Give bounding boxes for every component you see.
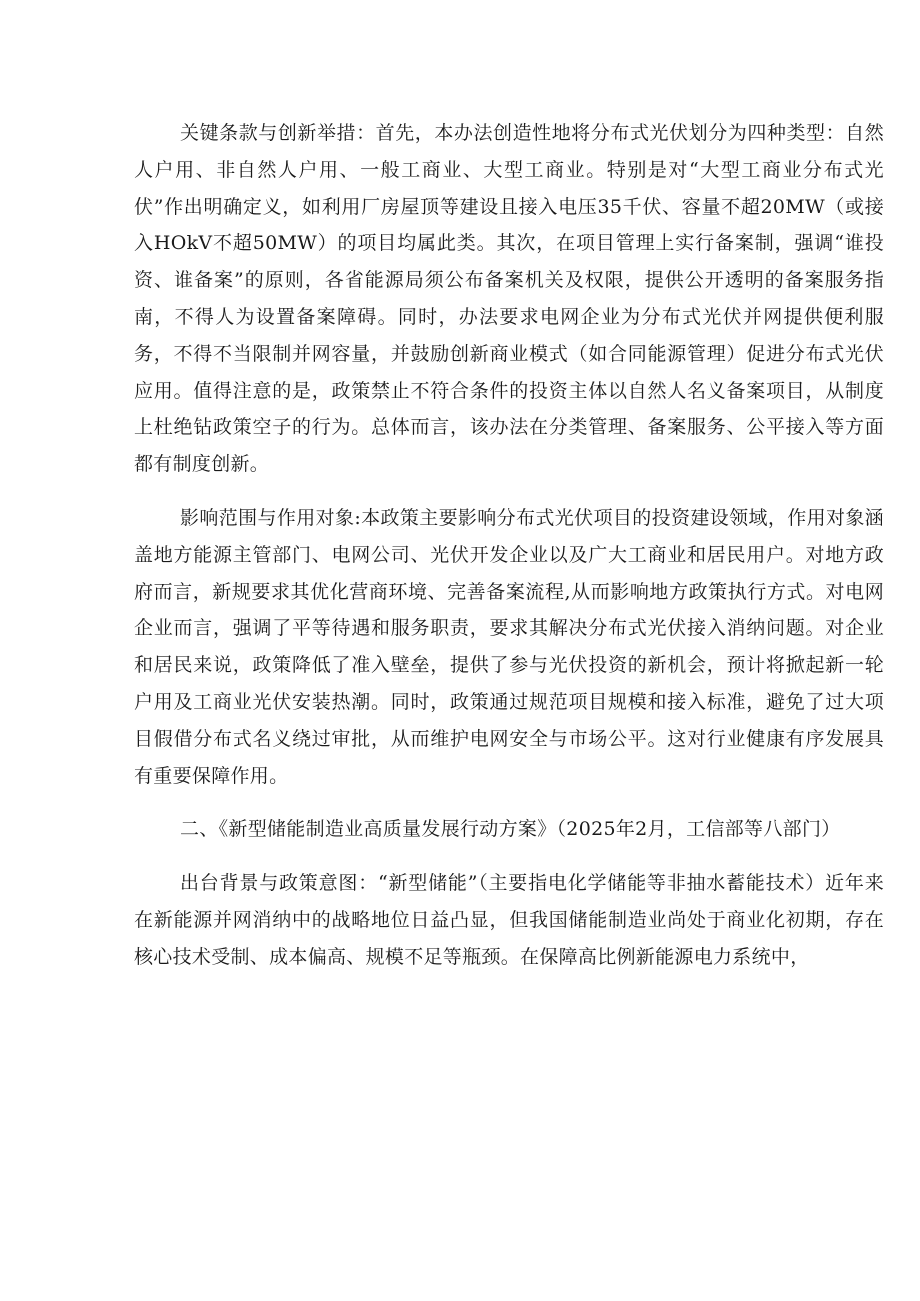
paragraph-background-intent: 出台背景与政策意图：“新型储能”（主要指电化学储能等非抽水蓄能技术）近年来在新能源并网消纳中的战略地位日益凸显，但我国储能制造业尚处于商业化初期，存在核心技术受制、成本偏高、规模不足等瓶颈。在保障高比例新能源电力系统中，	[134, 872, 884, 968]
paragraph-impact-scope: 影响范围与作用对象:本政策主要影响分布式光伏项目的投资建设领域，作用对象涵盖地方能源主管部门、电网公司、光伏开发企业以及广大工商业和居民用户。对地方政府而言，新规要求其优化营商环境、完善备案流程,从而影响地方政策执行方式。对电网企业而言，强调了平等待遇和服务职责，要求其解决分布式光伏接入消纳问题。对企业和居民来说，政策降低了准入壁垒，提供了参与光伏投资的新机会，预计将掀起新一轮户用及工商业光伏安装热潮。同时，政策通过规范项目规模和接入标准，避免了过大项目假借分布式名义绕过审批，从而维护电网安全与市场公平。这对行业健康有序发展具有重要保障作用。	[134, 506, 884, 787]
paragraph-key-clauses: 关键条款与创新举措：首先，本办法创造性地将分布式光伏划分为四种类型：自然人户用、非自然人户用、一般工商业、大型工商业。特别是对“大型工商业分布式光伏”作出明确定义，如利用厂房屋顶等建设且接入电压35千伏、容量不超20MW（或接入HOkV不超50MW）的项目均属此类。其次，在项目管理上实行备案制，强调“谁投资、谁备案”的原则，各省能源局须公布备案机关及权限，提供公开透明的备案服务指南，不得人为设置备案障碍。同时，办法要求电网企业为分布式光伏并网提供便利服务，不得不当限制并网容量，并鼓励创新商业模式（如合同能源管理）促进分布式光伏应用。值得注意的是，政策禁止不符合条件的投资主体以自然人名义备案项目，从制度上杜绝钻政策空子的行为。总体而言，该办法在分类管理、备案服务、公平接入等方面都有制度创新。	[134, 122, 884, 476]
section-heading-energy-storage: 二、《新型储能制造业高质量发展行动方案》（2025年2月，工信部等八部门）	[180, 818, 841, 841]
document-body	[134, 115, 884, 993]
